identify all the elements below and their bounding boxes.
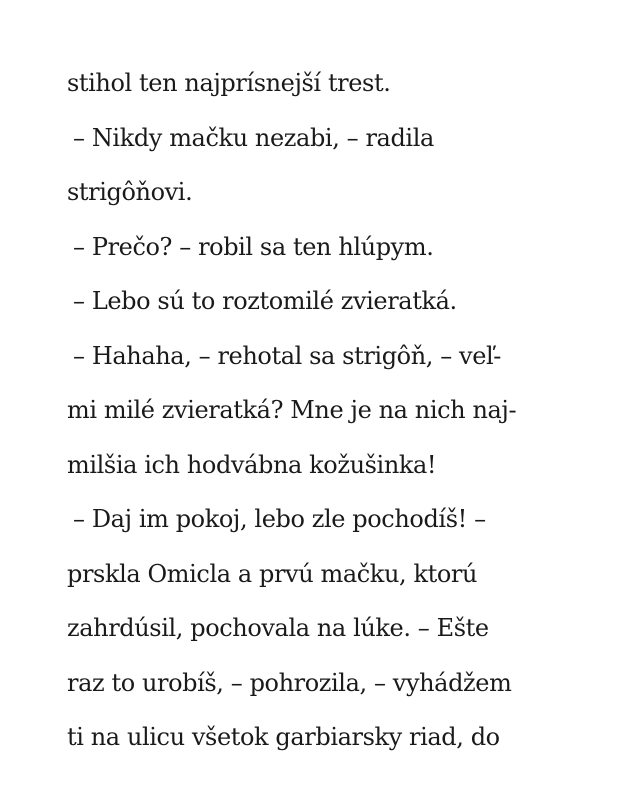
text-line-12: raz to urobíš, – pohrozila, – vyhádžem	[67, 668, 512, 697]
text-line-6: – Hahaha, – rehotal sa strigôň, – veľ-	[73, 341, 501, 370]
text-line-2: – Nikdy mačku nezabi, – radila	[73, 123, 434, 152]
text-line-13: ti na ulicu všetok garbiarsky riad, do	[67, 723, 500, 751]
text-line-1: stihol ten najprísnejší trest.	[67, 69, 391, 97]
text-line-3: strigôňovi.	[67, 178, 193, 206]
text-line-7: mi milé zvieratká? Mne je na nich naj-	[67, 396, 517, 424]
text-line-9: – Daj im pokoj, lebo zle pochodíš! –	[73, 505, 486, 533]
page-text	[67, 56, 587, 765]
text-line-5: – Lebo sú to roztomilé zvieratká.	[73, 287, 457, 315]
text-line-8: milšia ich hodvábna kožušinka!	[67, 450, 437, 479]
text-line-11: zahrdúsil, pochovala na lúke. – Ešte	[67, 614, 489, 642]
text-line-10: prskla Omicla a prvú mačku, ktorú	[67, 559, 478, 588]
text-line-4: – Prečo? – robil sa ten hlúpym.	[73, 232, 434, 261]
